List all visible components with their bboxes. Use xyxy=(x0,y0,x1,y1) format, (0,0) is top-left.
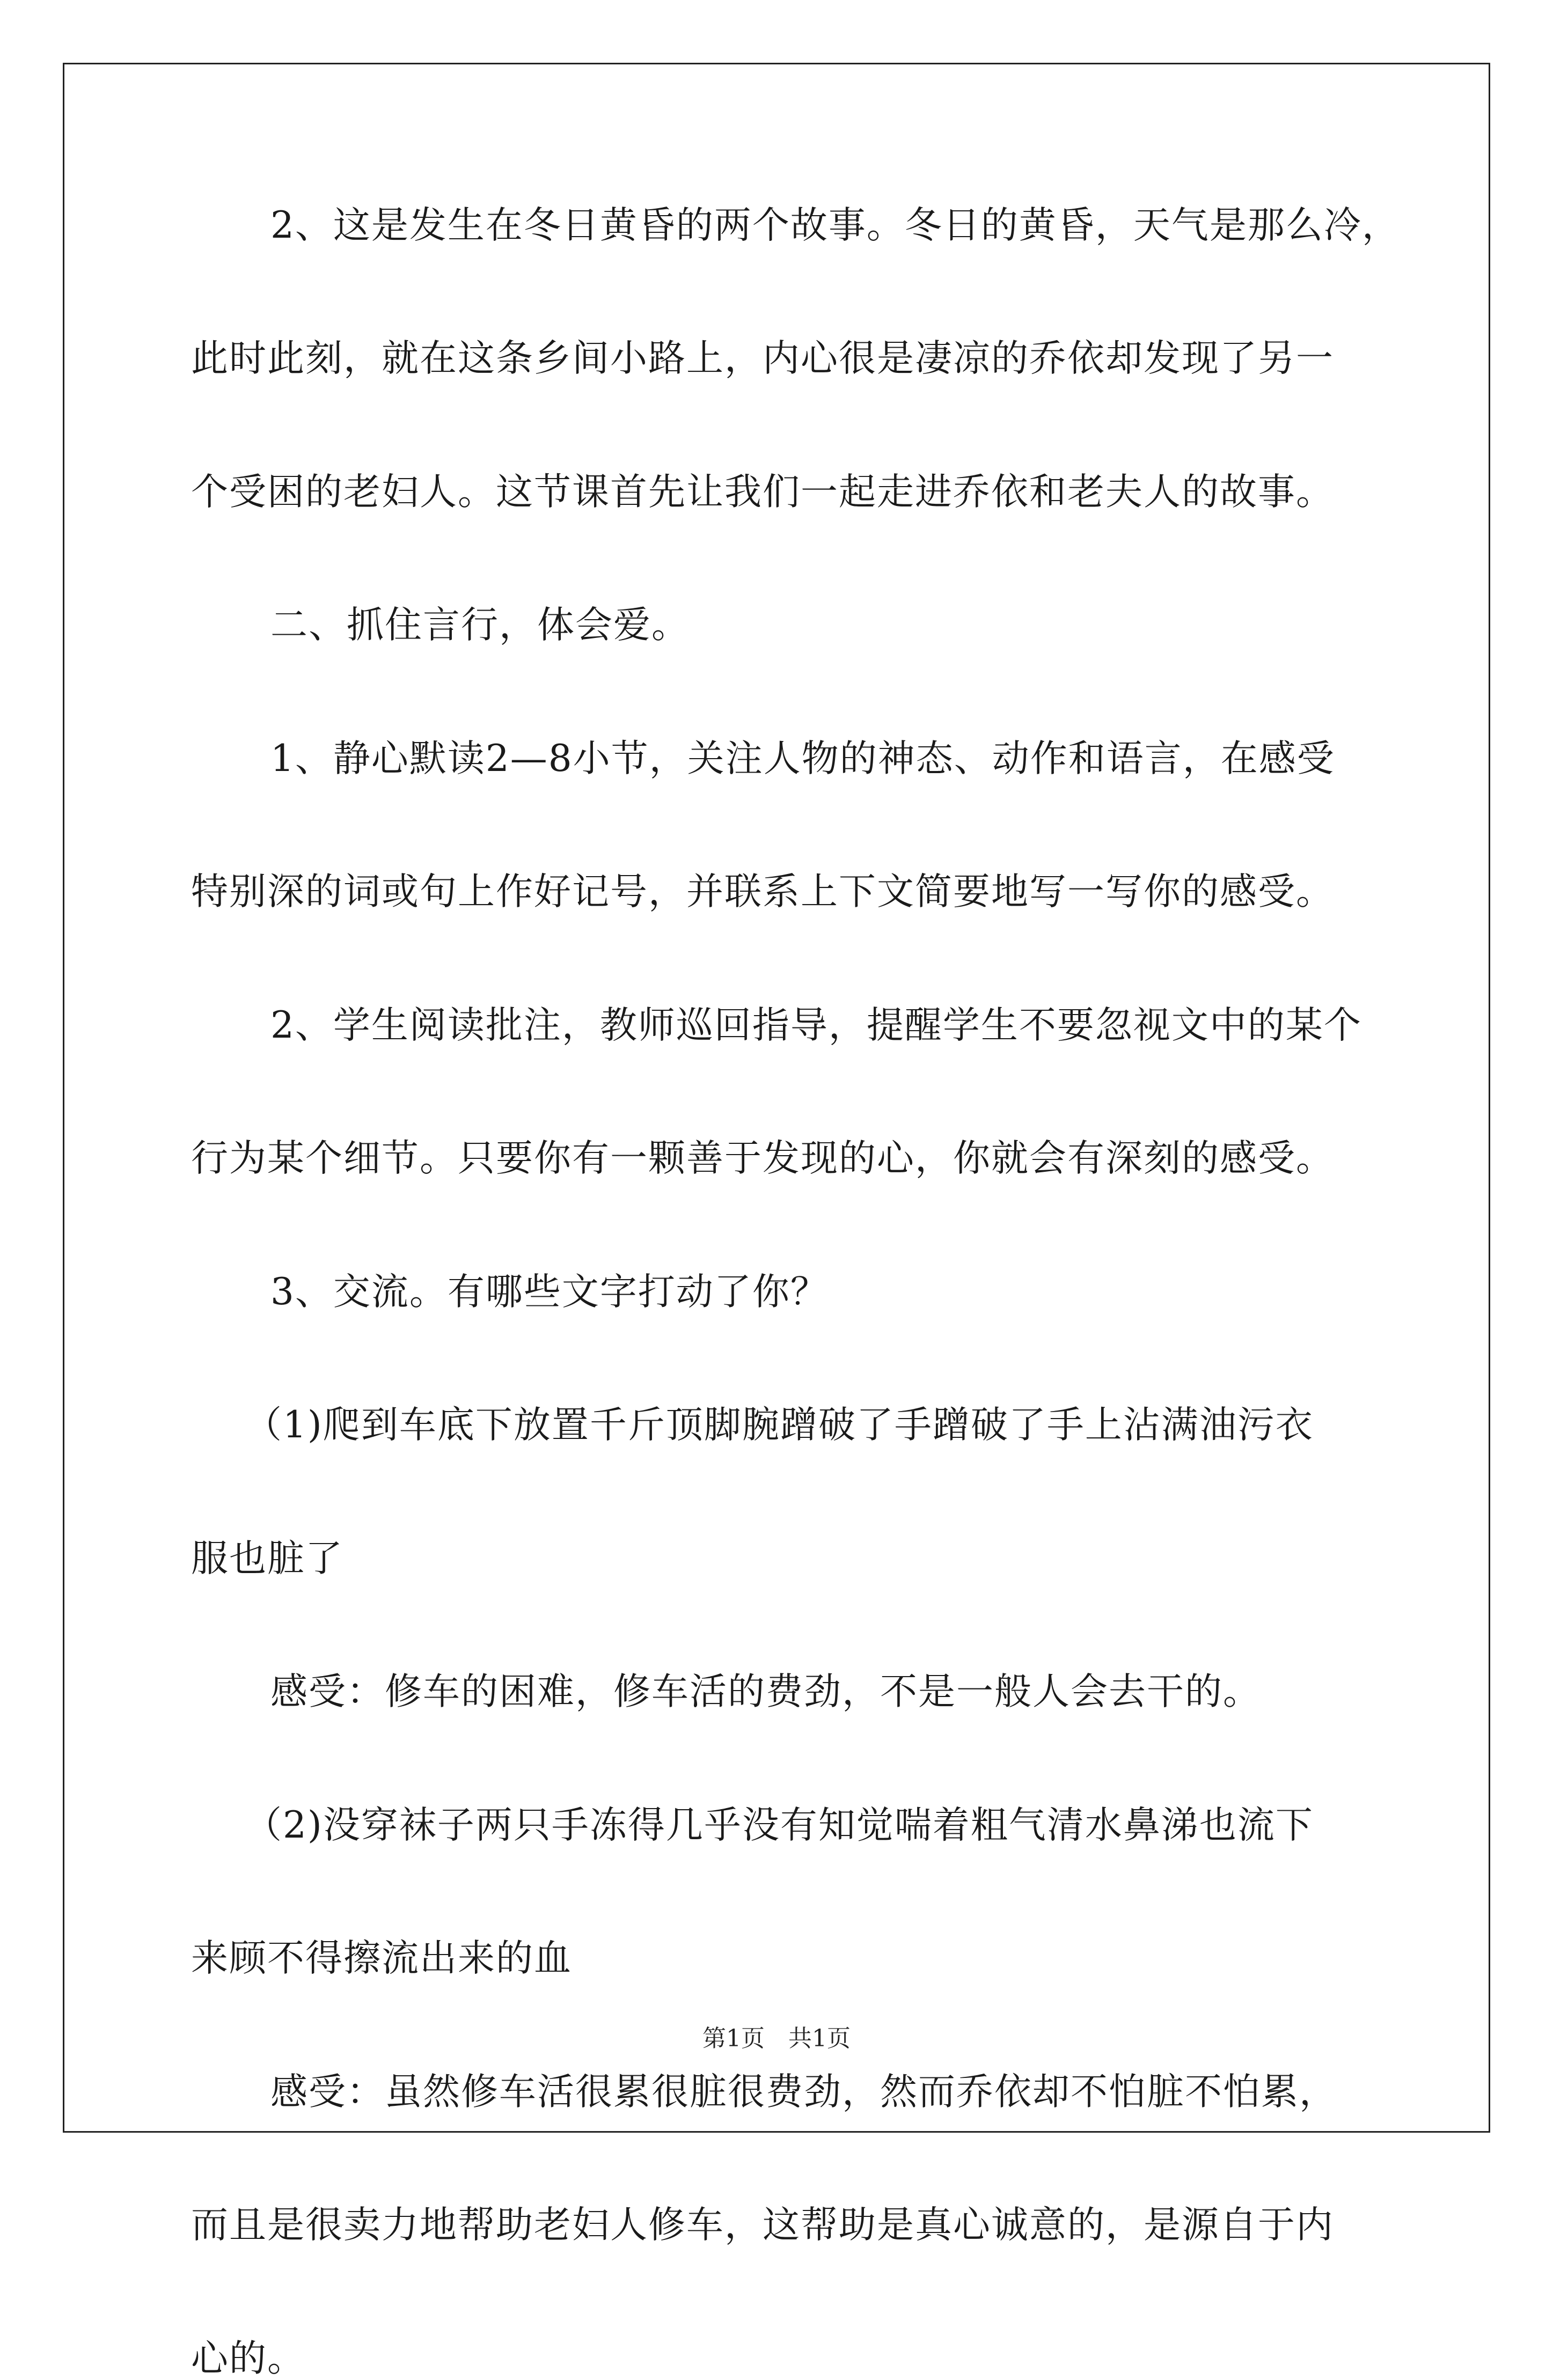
paragraph-line: 心的。 xyxy=(191,2337,305,2380)
paragraph-line: （2)没穿袜子两只手冻得几乎没有知觉喘着粗气清水鼻涕也流下 xyxy=(245,1804,1314,1847)
section-heading: 二、抓住言行，体会爱。 xyxy=(270,604,690,647)
paragraph-line: 感受：虽然修车活很累很脏很费劲，然而乔依却不怕脏不怕累， xyxy=(270,2070,1337,2113)
paragraph-line: 服也脏了 xyxy=(191,1537,343,1580)
paragraph-line: 2、学生阅读批注，教师巡回指导，提醒学生不要忽视文中的某个 xyxy=(270,1004,1362,1047)
paragraph-line: 感受：修车的困难，修车活的费劲，不是一般人会去干的。 xyxy=(270,1670,1261,1713)
paragraph-line: 特别深的词或句上作好记号，并联系上下文简要地写一写你的感受。 xyxy=(191,870,1334,913)
paragraph-line: 1、静心默读2—8小节，关注人物的神态、动作和语言，在感受 xyxy=(270,737,1335,780)
paragraph-line: 行为某个细节。只要你有一颗善于发现的心，你就会有深刻的感受。 xyxy=(191,1137,1334,1180)
paragraph-line: 此时此刻，就在这条乡间小路上，内心很是凄凉的乔依却发现了另一 xyxy=(191,337,1334,380)
paragraph-line: 而且是很卖力地帮助老妇人修车，这帮助是真心诚意的，是源自于内 xyxy=(191,2203,1334,2246)
paragraph-line: 个受困的老妇人。这节课首先让我们一起走进乔依和老夫人的故事。 xyxy=(191,471,1334,513)
paragraph-line: 2、这是发生在冬日黄昏的两个故事。冬日的黄昏，天气是那么冷， xyxy=(270,204,1400,247)
paragraph-line: 来顾不得擦流出来的血 xyxy=(191,1937,572,1980)
paragraph-line: 3、交流。有哪些文字打动了你？ xyxy=(270,1270,829,1313)
page-number: 第1页 共1页 xyxy=(702,2025,851,2052)
paragraph-line: （1)爬到车底下放置千斤顶脚腕蹭破了手蹭破了手上沾满油污衣 xyxy=(245,1404,1314,1446)
